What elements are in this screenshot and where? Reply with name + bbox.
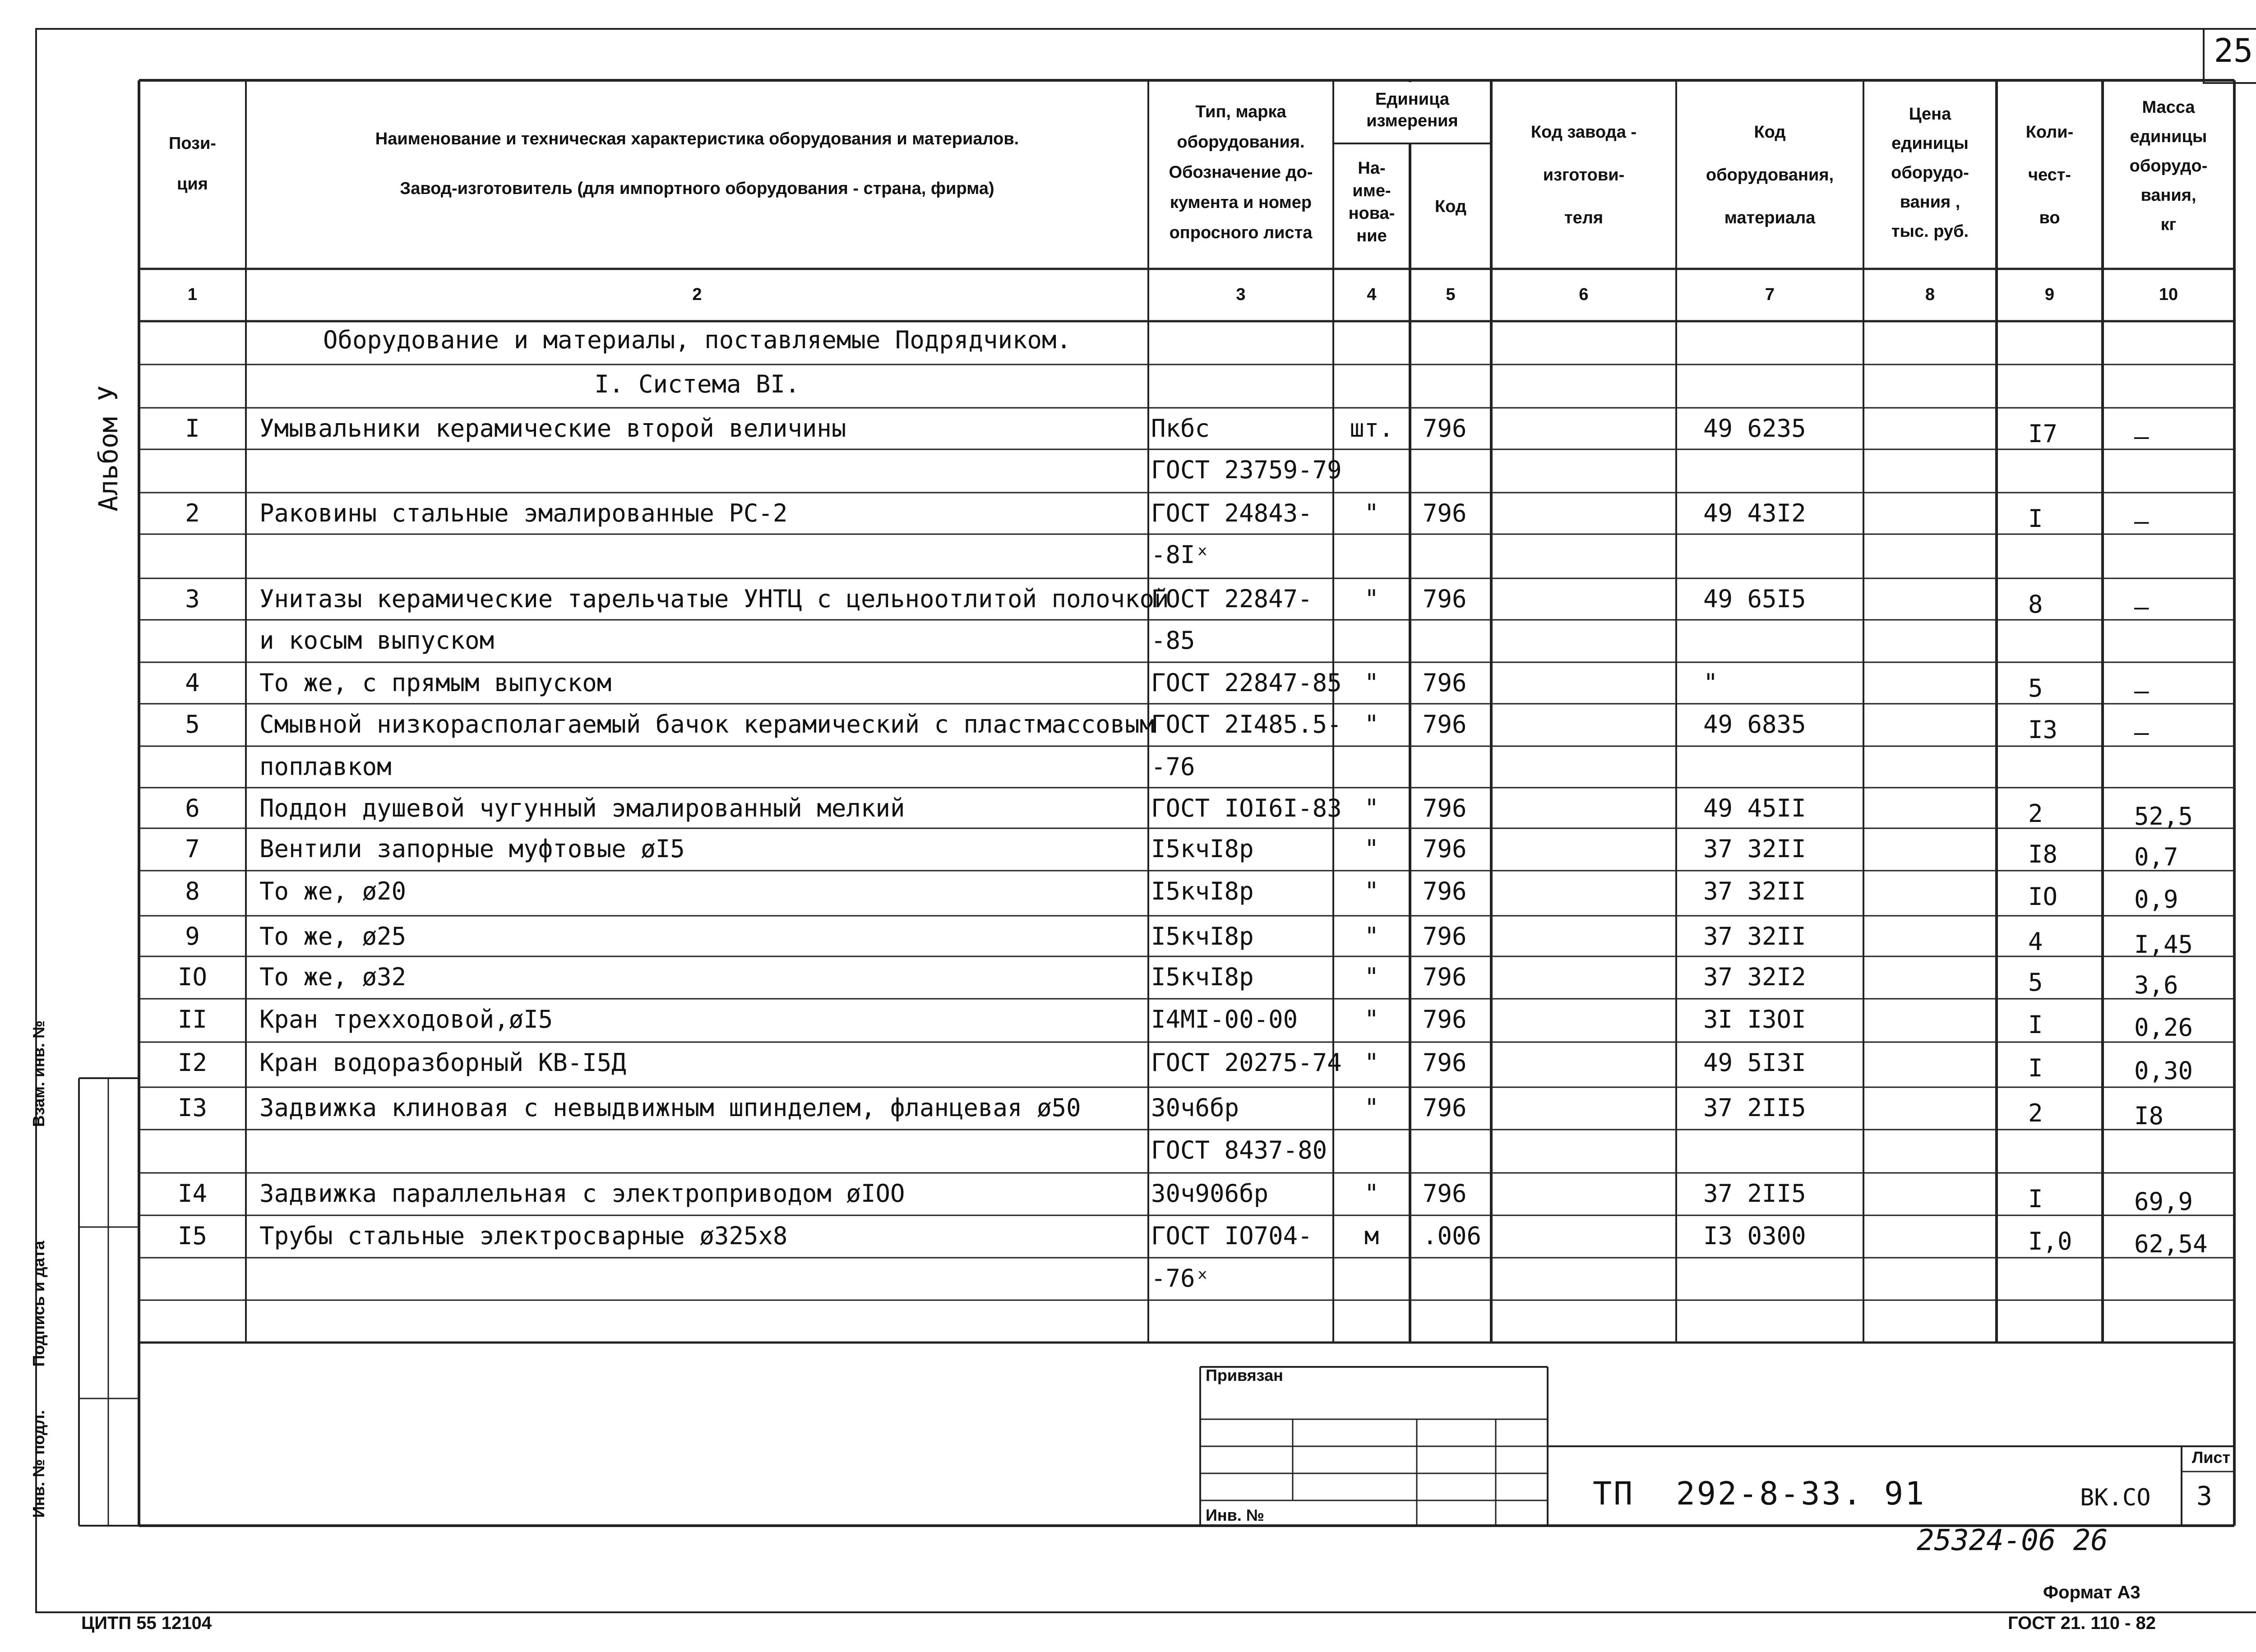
column-number: 9 [2044,285,2055,304]
column-header-text: чест- [2028,166,2071,185]
item-type: ГОСТ 2I485.5- [1151,710,1342,738]
item-mass: 0,30 [2134,1057,2193,1085]
item-pos: 6 [185,794,200,822]
signature-date-label: Подпись и дата [29,1241,48,1367]
column-header-text: опросного листа [1169,223,1313,242]
item-equipment-code: 49 65I5 [1703,585,1806,613]
item-unit-code: .006 [1423,1222,1482,1250]
item-unit: " [1364,499,1379,527]
item-unit-code: 796 [1423,585,1467,613]
item-pos: II [177,1005,208,1034]
item-type: I5кчI8р [1151,877,1254,905]
column-header-text: Пози- [169,134,216,153]
column-header-text: во [2039,208,2060,227]
item-equipment-code: 49 5I3I [1703,1048,1806,1077]
item-type: -8Iˣ [1151,540,1210,569]
column-header-text: Код [1434,197,1467,216]
item-unit-code: 796 [1423,963,1467,991]
item-pos: I [185,414,200,443]
item-mass: 0,7 [2134,843,2178,871]
item-equipment-code: 37 32II [1703,922,1806,951]
item-pos: 3 [185,585,200,613]
item-equipment-code: 37 2II5 [1703,1094,1806,1122]
item-pos: 5 [185,710,200,738]
column-header-text: кумента и номер [1170,193,1312,212]
column-number: 1 [187,285,198,304]
item-mass: – [2134,718,2149,747]
item-equipment-code: 37 32I2 [1703,963,1806,991]
item-unit-code: 796 [1423,669,1467,697]
item-equipment-code: " [1703,669,1718,697]
item-equipment-code: I3 0300 [1703,1222,1806,1250]
column-header-text: оборудо- [1891,163,1969,182]
item-mass: 62,54 [2134,1230,2208,1258]
item-name: Вентили запорные муфтовые øI5 [259,835,685,863]
item-name: Унитазы керамические тарельчатые УНТЦ с цельноотлитой полочкой [259,585,1169,613]
column-number: 10 [2159,285,2178,304]
item-unit-code: 796 [1423,710,1467,738]
item-type: -76ˣ [1151,1264,1210,1292]
item-unit: шт. [1350,414,1394,443]
column-number: 3 [1236,285,1246,304]
item-quantity: 8 [2028,590,2043,618]
item-quantity: I3 [2028,715,2058,744]
item-unit: " [1364,1179,1379,1208]
column-header-text: теля [1564,208,1604,227]
item-mass: I,45 [2134,930,2193,959]
item-unit-code: 796 [1423,414,1467,443]
item-pos: 2 [185,499,200,527]
item-equipment-code: 37 32II [1703,835,1806,863]
sheet-label: Лист [2192,1448,2231,1467]
document-code: ТП 292-8-33. 91 [1593,1475,1926,1512]
item-name: Поддон душевой чугунный эмалированный мелкий [259,794,905,822]
column-header-text: Код завода - [1530,123,1637,142]
item-pos: IO [177,963,208,991]
item-equipment-code: 49 6835 [1703,710,1806,738]
column-header-text: кг [2160,215,2177,234]
item-type: ГОСТ 20275-74 [1151,1048,1342,1077]
column-header-text: изготови- [1543,166,1625,185]
item-unit-code: 796 [1423,835,1467,863]
item-equipment-code: 3I I3OI [1703,1005,1806,1034]
item-equipment-code: 49 45II [1703,794,1806,822]
item-mass: I8 [2134,1102,2164,1130]
item-pos: I3 [177,1094,208,1122]
item-pos: 8 [185,877,200,905]
item-name: Кран водоразборный КВ-I5Д [259,1048,626,1077]
column-header-text: оборудования, [1706,166,1834,185]
item-unit: " [1364,922,1379,951]
item-name: То же, ø25 [259,922,407,951]
item-name: Задвижка клиновая с невыдвижным шпинделем, фланцевая ø50 [259,1094,1081,1122]
item-type: ГОСТ 24843- [1151,499,1313,527]
column-header-text: материала [1724,208,1816,227]
item-unit-code: 796 [1423,1094,1467,1122]
item-quantity: 2 [2028,799,2043,828]
column-header-text: оборудования. [1177,133,1305,152]
column-header-text: единицы [2130,127,2207,146]
item-mass: – [2134,422,2149,451]
column-header-text: име- [1352,181,1391,200]
column-header-text: Цена [1909,105,1951,124]
standard-code: ГОСТ 21. 110 - 82 [2008,1613,2156,1633]
item-pos: 4 [185,669,200,697]
column-header-text: Коли- [2025,123,2074,142]
column-number: 5 [1446,285,1456,304]
column-number: 7 [1765,285,1775,304]
column-header-text: вания, [2140,186,2196,205]
column-header-text: вания , [1900,193,1960,212]
item-unit: " [1364,794,1379,822]
item-name: и косым выпуском [259,626,495,655]
item-type: ГОСТ IОI6I-83 [1151,794,1342,822]
item-quantity: 2 [2028,1099,2043,1127]
item-unit: " [1364,1048,1379,1077]
item-mass: – [2134,677,2149,705]
item-unit: " [1364,1094,1379,1122]
item-name: Трубы стальные электросварные ø325x8 [259,1222,788,1250]
item-name: Раковины стальные эмалированные РС-2 [259,499,788,527]
item-type: Пкбс [1151,414,1210,443]
item-quantity: IO [2028,882,2058,911]
item-equipment-code: 49 6235 [1703,414,1806,443]
item-mass: – [2134,593,2149,621]
item-unit-code: 796 [1423,499,1467,527]
item-name: Задвижка параллельная с электроприводом øIOO [259,1179,905,1208]
column-header-text: Обозначение до- [1169,163,1313,182]
item-name: Кран трехходовой,øI5 [259,1005,553,1034]
item-pos: I4 [177,1179,208,1208]
item-mass: 0,26 [2134,1013,2193,1042]
sheet-number: 25 [2214,32,2253,69]
column-header-text: Наименование и техническая характеристика оборудования и материалов. [375,129,1019,148]
item-unit: " [1364,835,1379,863]
column-number: 8 [1925,285,1935,304]
item-name: поплавком [259,752,392,781]
column-header-text: ние [1356,226,1387,245]
item-type: ГОСТ 22847- [1151,585,1313,613]
item-unit: " [1364,963,1379,991]
item-unit: " [1364,1005,1379,1034]
stamp-sheet-number: 3 [2196,1481,2212,1511]
item-quantity: I [2028,1011,2043,1039]
item-unit-code: 796 [1423,1179,1467,1208]
item-name: Смывной низкорасполагаемый бачок керамический с пластмассовым [259,710,1155,738]
column-number: 2 [692,285,702,304]
item-equipment-code: 37 32II [1703,877,1806,905]
item-equipment-code: 37 2II5 [1703,1179,1806,1208]
item-unit: " [1364,669,1379,697]
column-header-text: оборудо- [2129,157,2208,175]
item-name: То же, с прямым выпуском [259,669,612,697]
privyazan-label: Привязан [1206,1366,1283,1384]
item-name: То же, ø20 [259,877,407,905]
item-quantity: I8 [2028,840,2058,868]
column-header-text: На- [1358,159,1386,178]
item-type: 30ч6бр [1151,1094,1239,1122]
item-type: ГОСТ IO704- [1151,1222,1313,1250]
item-mass: 69,9 [2134,1187,2193,1216]
column-header-text: Код [1754,123,1786,142]
column-header-text: ция [177,175,208,194]
column-header-text: единицы [1891,134,1969,153]
item-unit: " [1364,710,1379,738]
item-unit: м [1364,1222,1379,1250]
item-unit: " [1364,585,1379,613]
unit-group-header: измерения [1366,111,1458,130]
item-quantity: I7 [2028,420,2058,448]
item-quantity: I [2028,1185,2043,1213]
inv-number-label: Инв. № [1206,1506,1264,1524]
item-type: 30ч906бр [1151,1179,1269,1208]
section-title: Оборудование и материалы, поставляемые Подрядчиком. [323,326,1072,354]
subsection-title: I. Система BI. [594,370,800,398]
item-quantity: I,0 [2028,1227,2072,1255]
item-type: ГОСТ 23759-79 [1151,456,1342,484]
item-mass: 0,9 [2134,885,2178,914]
item-type: I5кчI8р [1151,922,1254,951]
item-quantity: I [2028,504,2043,533]
item-type: -76 [1151,752,1195,781]
column-number: 4 [1367,285,1377,304]
item-unit-code: 796 [1423,1048,1467,1077]
item-quantity: 5 [2028,674,2043,702]
paper-format: Формат А3 [2043,1583,2140,1602]
original-inv-label: Инв. № подл. [29,1410,48,1518]
archive-number: 25324-06 26 [1917,1524,2108,1557]
item-pos: 9 [185,922,200,951]
item-equipment-code: 49 43I2 [1703,499,1806,527]
item-pos: 7 [185,835,200,863]
item-quantity: 5 [2028,968,2043,997]
album-label: Альбом У [93,385,124,512]
item-unit-code: 796 [1423,922,1467,951]
item-name: То же, ø32 [259,963,407,991]
printer-code: ЦИТП 55 12104 [81,1613,212,1633]
item-unit-code: 796 [1423,1005,1467,1034]
replace-inv-label: Взам. инв. № [29,1020,48,1127]
item-type: I4MI-00-00 [1151,1005,1298,1034]
section-code: ВК.СО [2080,1484,2151,1511]
item-mass: – [2134,507,2149,535]
item-unit-code: 796 [1423,794,1467,822]
column-header-text: Тип, марка [1195,102,1286,121]
item-quantity: 4 [2028,928,2043,956]
item-type: -85 [1151,626,1195,655]
item-pos: I5 [177,1222,208,1250]
item-unit: " [1364,877,1379,905]
column-number: 6 [1579,285,1589,304]
item-quantity: I [2028,1054,2043,1082]
column-header-text: тыс. руб. [1891,222,1969,241]
item-type: ГОСТ 8437-80 [1151,1136,1327,1164]
column-header-text: Масса [2142,98,2195,117]
item-pos: I2 [177,1048,208,1077]
item-mass: 52,5 [2134,802,2193,831]
column-header-text: нова- [1348,204,1395,223]
item-unit-code: 796 [1423,877,1467,905]
item-type: I5кчI8р [1151,963,1254,991]
item-mass: 3,6 [2134,971,2178,999]
item-type: I5кчI8р [1151,835,1254,863]
unit-group-header: Единица [1375,90,1450,109]
item-name: Умывальники керамические второй величины [259,414,846,443]
item-type: ГОСТ 22847-85 [1151,669,1342,697]
column-header-text: Завод-изготовитель (для импортного оборудования - страна, фирма) [400,179,994,198]
